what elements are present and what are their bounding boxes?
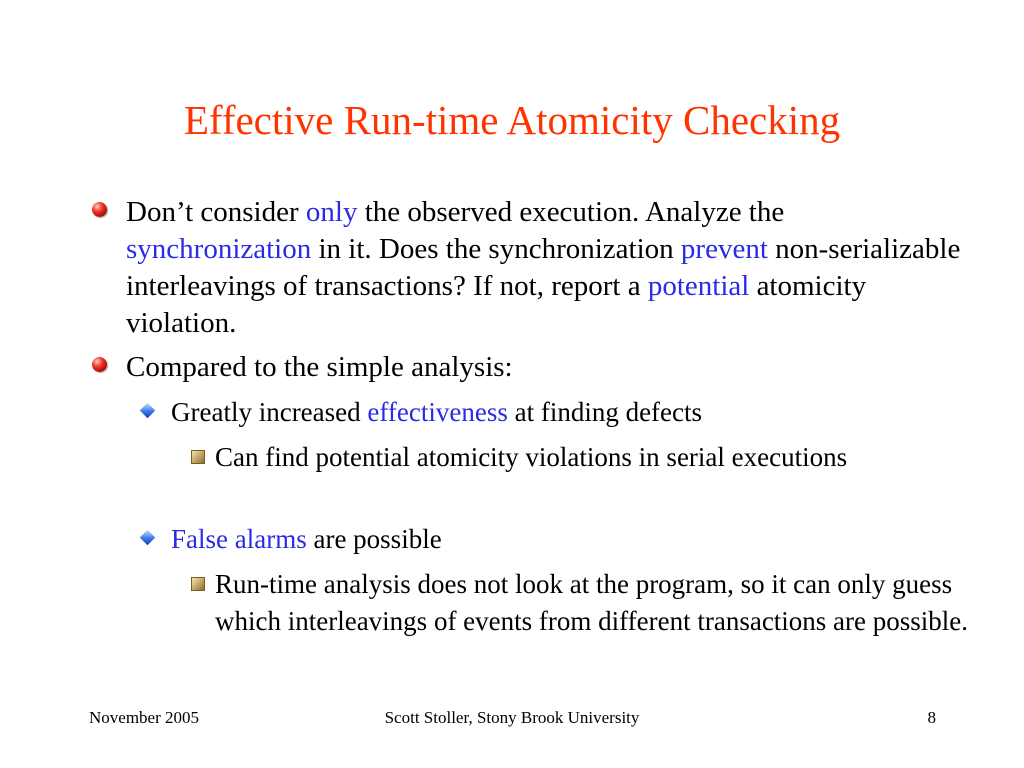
bullet-text: atomicity violation. bbox=[126, 270, 867, 339]
highlight-only: only bbox=[305, 196, 358, 228]
tan-square-bullet-icon bbox=[191, 450, 205, 464]
highlight-synchronization: synchronization bbox=[126, 233, 312, 265]
footer-date: November 2005 bbox=[89, 708, 200, 727]
bullet-analyze-synchronization bbox=[126, 194, 966, 342]
highlight-false-alarms: False alarms bbox=[171, 524, 307, 554]
highlight-prevent: prevent bbox=[680, 233, 768, 265]
slide-title: Effective Run-time Atomicity Checking bbox=[183, 97, 841, 143]
red-ball-bullet-icon bbox=[92, 357, 107, 372]
highlight-potential: potential bbox=[647, 270, 750, 302]
blue-diamond-bullet-icon bbox=[140, 403, 156, 419]
sub-bullet-text: Greatly increased bbox=[171, 397, 368, 427]
blue-diamond-bullet-icon bbox=[140, 530, 156, 546]
red-ball-bullet-icon bbox=[92, 202, 107, 217]
detail-runtime-analysis bbox=[215, 566, 975, 640]
highlight-effectiveness: effectiveness bbox=[367, 397, 508, 427]
sub-bullet-text: are possible bbox=[306, 524, 442, 554]
detail-text: Run-time analysis does not look at the program, so it can only guess which interleavings of events from different transactions are possible. bbox=[215, 569, 969, 636]
sub-bullet-false-alarms bbox=[171, 521, 961, 558]
sub-bullet-effectiveness bbox=[171, 394, 961, 431]
bullet-text: the observed execution. Analyze the bbox=[357, 196, 785, 228]
footer-author: Scott Stoller, Stony Brook University bbox=[384, 708, 640, 727]
bullet-text: Compared to the simple analysis: bbox=[126, 351, 513, 383]
tan-square-bullet-icon bbox=[191, 577, 205, 591]
bullet-text: non-serializable interleavings of transactions? If not, report a bbox=[126, 233, 961, 302]
footer-page-number: 8 bbox=[927, 708, 936, 727]
detail-serial-executions bbox=[215, 439, 975, 476]
bullet-text: Don’t consider bbox=[126, 196, 306, 228]
detail-text: Can find potential atomicity violations in serial executions bbox=[215, 442, 848, 472]
bullet-text: in it. Does the synchronization bbox=[311, 233, 681, 265]
sub-bullet-text: at finding defects bbox=[507, 397, 703, 427]
bullet-compared bbox=[126, 349, 966, 386]
